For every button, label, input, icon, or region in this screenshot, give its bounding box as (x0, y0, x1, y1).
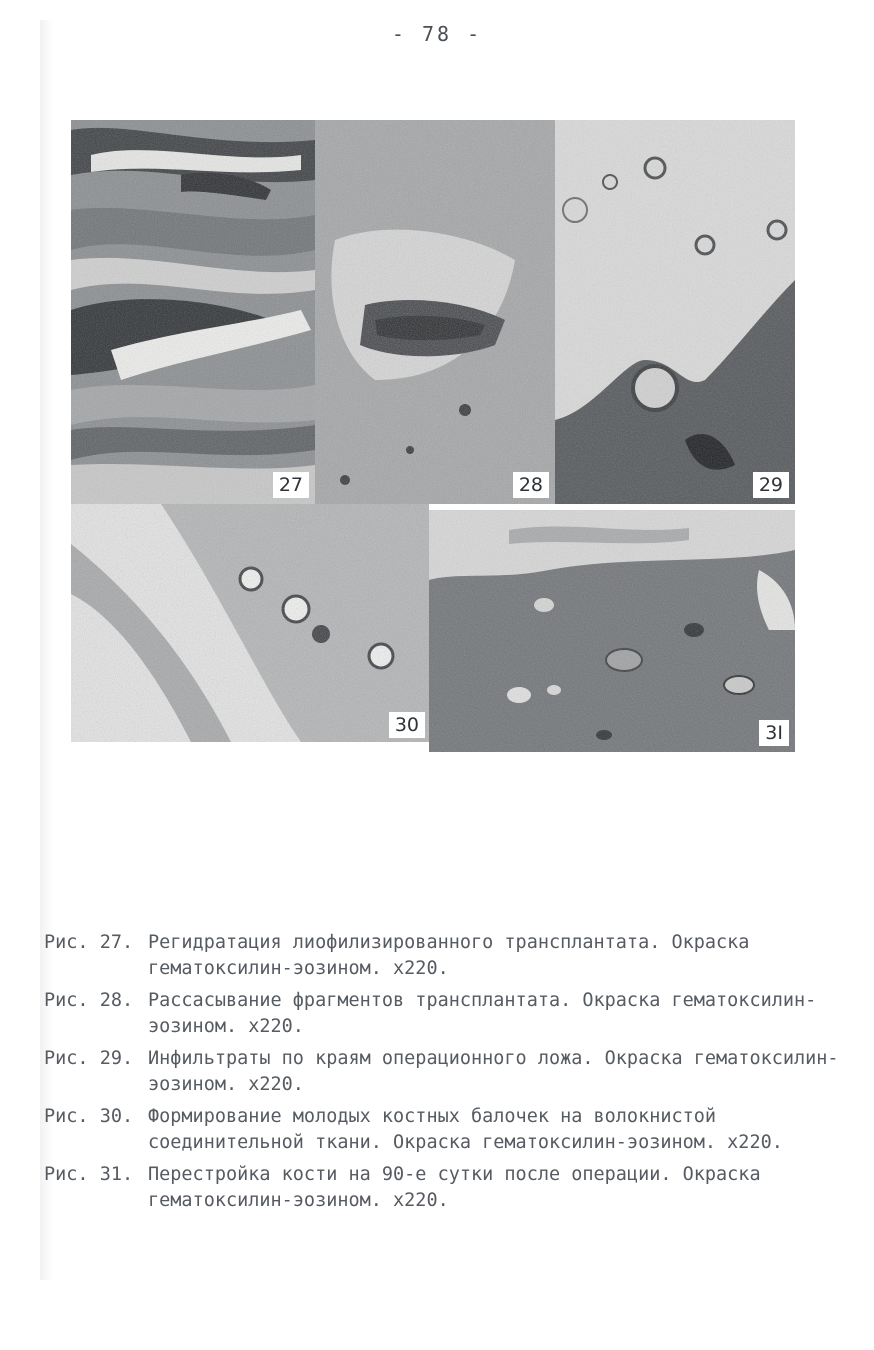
figure-label-29: 29 (753, 472, 789, 498)
figure-plate (71, 120, 795, 752)
micrograph-31 (429, 510, 795, 752)
caption-text: Регидратация лиофилизированного трансплантата. Окраска гематоксилин-эозином. х220. (148, 932, 750, 979)
caption-30 (44, 1104, 844, 1156)
micrograph-29 (555, 120, 795, 504)
figure-label-27: 27 (273, 472, 309, 498)
caption-text: Формирование молодых костных балочек на волокнистой соединительной ткани. Окраска гематоксилин-эозином. х220. (148, 1106, 783, 1153)
caption-label: Рис. 27. (44, 932, 134, 953)
micrograph-30 (71, 504, 429, 742)
caption-label: Рис. 31. (44, 1164, 134, 1185)
caption-label: Рис. 28. (44, 990, 134, 1011)
caption-label: Рис. 30. (44, 1106, 134, 1127)
caption-27 (44, 930, 844, 982)
caption-28 (44, 988, 844, 1040)
figure-captions (44, 930, 844, 1220)
caption-31 (44, 1162, 844, 1214)
figure-label-30: 30 (389, 712, 425, 738)
figure-label-31: 3I (759, 720, 789, 746)
caption-29 (44, 1046, 844, 1098)
figure-label-28: 28 (513, 472, 549, 498)
caption-text: Инфильтраты по краям операционного ложа. Окраска гематоксилин-эозином. х220. (148, 1048, 839, 1095)
caption-text: Рассасывание фрагментов трансплантата. Окраска гематоксилин-эозином. х220. (148, 990, 817, 1037)
micrograph-28 (315, 120, 555, 504)
micrograph-27 (71, 120, 315, 504)
caption-label: Рис. 29. (44, 1048, 134, 1069)
page-number: - 78 - (391, 22, 483, 46)
caption-text: Перестройка кости на 90-е сутки после операции. Окраска гематоксилин-эозином. х220. (148, 1164, 761, 1211)
